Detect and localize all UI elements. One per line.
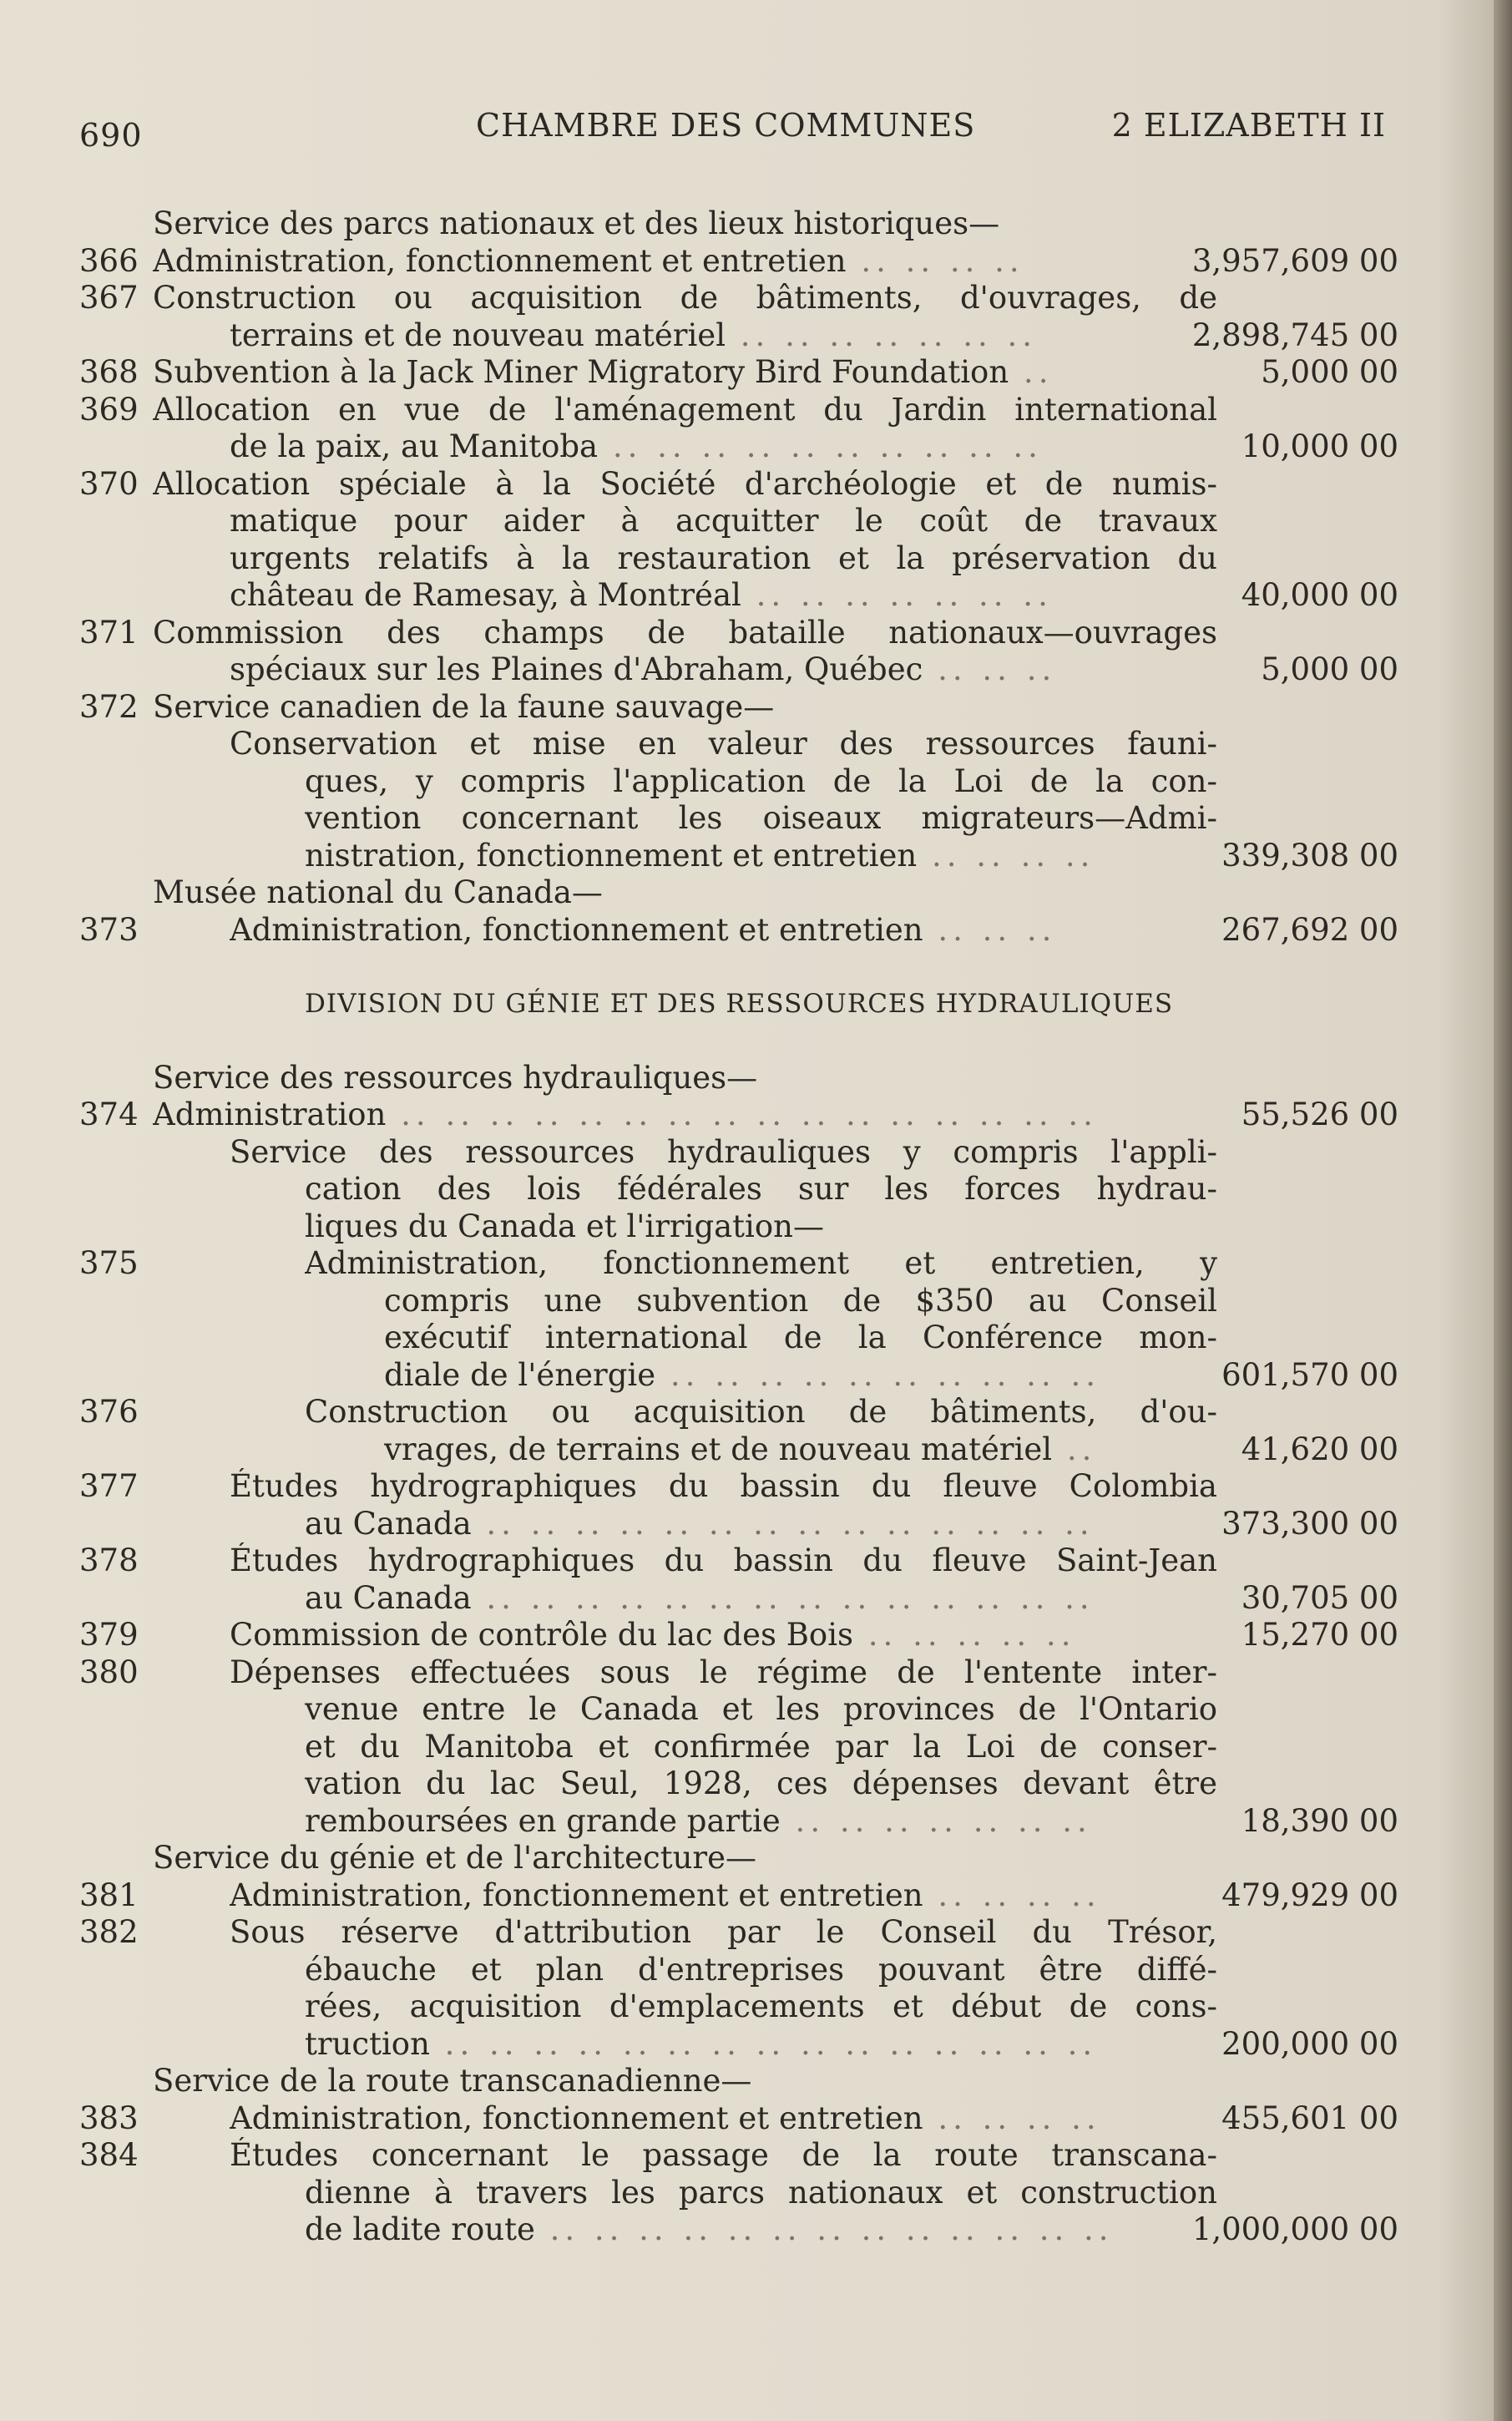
page-edge-shadow xyxy=(1494,0,1512,2421)
item-text: cation des lois fédérales sur les forces hydrau- xyxy=(305,1171,1217,1207)
item-text: Service des ressources hydrauliques— xyxy=(153,1059,758,1096)
item-description xyxy=(230,540,1217,578)
item-description xyxy=(230,428,1217,466)
vote-number: 373 xyxy=(79,911,139,948)
estimate-line xyxy=(79,1208,1398,1246)
amount: 373,300 00 xyxy=(1221,1505,1398,1542)
item-description xyxy=(230,1914,1217,1952)
dot-leader: .. xyxy=(1009,354,1054,390)
amount: 18,390 00 xyxy=(1241,1802,1398,1839)
estimate-line xyxy=(79,1914,1398,1952)
estimate-line xyxy=(79,280,1398,317)
dot-leader: .. .. .. .. .. .. .. .. .. .. .. .. .. .. .. .. xyxy=(386,1097,1098,1132)
item-text: Dépenses effectuées sous le régime de l'entente inter- xyxy=(230,1654,1217,1690)
item-description xyxy=(230,1468,1217,1506)
estimate-line xyxy=(79,1506,1398,1543)
item-text: et du Manitoba et confirmée par la Loi de conser- xyxy=(305,1728,1217,1765)
estimate-line xyxy=(79,874,1398,912)
item-text: urgents relatifs à la restauration et la préservation du xyxy=(230,539,1217,576)
item-description xyxy=(230,651,1217,689)
section-heading xyxy=(79,985,1398,1023)
vote-number: 370 xyxy=(79,465,139,502)
vote-number: 372 xyxy=(79,688,139,725)
estimate-line xyxy=(79,428,1398,466)
page-number: 690 xyxy=(79,117,143,154)
estimate-line xyxy=(79,317,1398,355)
item-text: Construction ou acquisition de bâtiments, d'ou- xyxy=(305,1394,1217,1430)
item-text: Allocation en vue de l'aménagement du Jardin international xyxy=(153,391,1217,428)
estimate-line xyxy=(79,354,1398,392)
item-description xyxy=(305,800,1217,838)
running-title: CHAMBRE DES COMMUNES xyxy=(476,107,976,144)
item-description xyxy=(230,317,1217,355)
vote-number: 366 xyxy=(79,242,139,279)
item-text: Construction ou acquisition de bâtiments, d'ouvrages, de xyxy=(153,280,1217,316)
spacer xyxy=(79,949,1398,985)
estimate-line xyxy=(79,392,1398,429)
item-text: Conservation et mise en valeur des ressources fauni- xyxy=(230,726,1217,762)
item-text: Service des parcs nationaux et des lieux historiques— xyxy=(153,205,1000,241)
item-description xyxy=(384,1357,1217,1395)
item-text: Commission de contrôle du lac des Bois xyxy=(230,1617,854,1653)
vote-number: 374 xyxy=(79,1097,139,1132)
item-description xyxy=(153,2063,1217,2100)
vote-number: 369 xyxy=(79,391,139,428)
estimate-line xyxy=(79,2137,1398,2175)
vote-number: 375 xyxy=(79,1245,139,1281)
item-description xyxy=(384,1319,1217,1357)
vote-number: 367 xyxy=(79,280,139,316)
item-description xyxy=(230,912,1217,950)
estimate-line xyxy=(79,243,1398,281)
item-description xyxy=(305,1580,1217,1618)
item-description xyxy=(305,1245,1217,1283)
dot-leader: .. .. .. .. .. .. .. .. .. .. .. .. .. xyxy=(534,2211,1114,2247)
dot-leader: .. .. .. .. .. .. .. .. .. .. .. .. .. .. .. xyxy=(429,2025,1098,2062)
item-description xyxy=(230,503,1217,540)
amount: 40,000 00 xyxy=(1241,577,1398,613)
vote-number: 368 xyxy=(79,354,139,390)
item-text: Administration, fonctionnement et entretien xyxy=(230,1877,923,1913)
vote-number: 371 xyxy=(79,614,139,651)
dot-leader: .. .. .. .. .. .. .. .. .. .. .. .. .. .. xyxy=(471,1579,1095,1616)
item-description xyxy=(305,1208,1217,1246)
item-description xyxy=(305,838,1217,875)
item-text: rées, acquisition d'emplacements et début de cons- xyxy=(305,1988,1217,2024)
estimates-list xyxy=(79,205,1398,2249)
estimate-line xyxy=(79,2100,1398,2138)
item-text: spéciaux sur les Plaines d'Abraham, Québec xyxy=(230,651,923,687)
item-description xyxy=(384,1431,1217,1469)
item-description xyxy=(230,2100,1217,2138)
item-description xyxy=(153,466,1217,504)
amount: 2,898,745 00 xyxy=(1191,317,1398,353)
estimate-line xyxy=(79,2175,1398,2212)
item-description xyxy=(230,2137,1217,2175)
dot-leader: .. .. .. .. .. .. .. .. .. .. .. .. .. .. xyxy=(471,1505,1095,1542)
estimate-line xyxy=(79,1357,1398,1395)
item-description xyxy=(230,1134,1217,1172)
item-text: vation du lac Seul, 1928, ces dépenses devant être xyxy=(305,1765,1217,1801)
dot-leader: .. xyxy=(1052,1431,1097,1467)
amount: 5,000 00 xyxy=(1261,651,1398,687)
item-text: Administration, fonctionnement et entretien, y xyxy=(305,1245,1217,1281)
estimate-line xyxy=(79,577,1398,615)
estimate-line xyxy=(79,1245,1398,1283)
estimate-line xyxy=(79,2063,1398,2100)
estimate-line xyxy=(79,1765,1398,1803)
item-description xyxy=(153,1840,1217,1877)
vote-number: 378 xyxy=(79,1542,139,1578)
estimate-line xyxy=(79,1431,1398,1469)
item-description xyxy=(305,1988,1217,2026)
item-text: Administration, fonctionnement et entretien xyxy=(230,2099,923,2136)
estimate-line xyxy=(79,763,1398,801)
item-text: Service du génie et de l'architecture— xyxy=(153,1840,756,1876)
amount: 200,000 00 xyxy=(1221,2025,1398,2062)
item-description xyxy=(305,1952,1217,1989)
item-description xyxy=(305,763,1217,801)
page-header xyxy=(79,107,1386,154)
item-text: matique pour aider à acquitter le coût de travaux xyxy=(230,503,1217,539)
item-description xyxy=(153,1060,1217,1097)
amount: 10,000 00 xyxy=(1241,428,1398,464)
item-text: vention concernant les oiseaux migrateurs—Admi- xyxy=(305,800,1217,836)
estimate-line xyxy=(79,1468,1398,1506)
item-description xyxy=(153,615,1217,652)
item-text: liques du Canada et l'irrigation— xyxy=(305,1208,824,1244)
item-text: Administration, fonctionnement et entretien xyxy=(153,242,847,279)
amount: 41,620 00 xyxy=(1241,1431,1398,1467)
estimate-line xyxy=(79,651,1398,689)
item-description xyxy=(153,392,1217,429)
dot-leader: .. .. .. xyxy=(923,651,1057,687)
estimate-line xyxy=(79,1877,1398,1915)
amount: 55,526 00 xyxy=(1241,1097,1398,1132)
estimate-line xyxy=(79,1060,1398,1097)
amount: 30,705 00 xyxy=(1241,1579,1398,1616)
amount: 339,308 00 xyxy=(1221,837,1398,874)
estimate-line xyxy=(79,726,1398,763)
item-description xyxy=(305,1506,1217,1543)
estimate-line xyxy=(79,1840,1398,1877)
estimate-line xyxy=(79,689,1398,727)
estimate-line xyxy=(79,1654,1398,1692)
item-description xyxy=(230,577,1217,615)
estimate-line xyxy=(79,1617,1398,1654)
estimate-line xyxy=(79,1134,1398,1172)
item-text: Études concernant le passage de la route transcana- xyxy=(230,2137,1217,2173)
amount: 601,570 00 xyxy=(1221,1356,1398,1393)
item-text: au Canada xyxy=(305,1505,472,1542)
amount: 267,692 00 xyxy=(1221,911,1398,948)
item-description xyxy=(153,280,1217,317)
section-heading-text: DIVISION DU GÉNIE ET DES RESSOURCES HYDRAULIQUES xyxy=(305,989,1174,1019)
estimate-line xyxy=(79,2211,1398,2249)
dot-leader: .. .. .. .. .. xyxy=(853,1617,1076,1653)
estimate-line xyxy=(79,205,1398,243)
item-text: Service canadien de la faune sauvage— xyxy=(153,688,775,725)
estimate-line xyxy=(79,540,1398,578)
item-description xyxy=(305,2175,1217,2212)
estimate-line xyxy=(79,838,1398,875)
item-description xyxy=(153,243,1217,281)
estimate-line xyxy=(79,466,1398,504)
dot-leader: .. .. .. .. xyxy=(923,2099,1101,2136)
estimate-line xyxy=(79,1394,1398,1431)
session-reign: 2 ELIZABETH II xyxy=(1111,107,1386,144)
vote-number: 377 xyxy=(79,1468,139,1504)
dot-leader: .. .. .. xyxy=(923,911,1057,948)
amount: 479,929 00 xyxy=(1221,1877,1398,1913)
dot-leader: .. .. .. .. xyxy=(846,242,1024,279)
item-text: Service des ressources hydrauliques y compris l'appli- xyxy=(230,1133,1217,1170)
item-description xyxy=(153,689,1217,727)
dot-leader: .. .. .. .. .. .. .. xyxy=(780,1802,1092,1839)
item-description xyxy=(153,1097,1217,1134)
item-text: Administration, fonctionnement et entretien xyxy=(230,911,923,948)
estimate-line xyxy=(79,1988,1398,2026)
item-text: Allocation spéciale à la Société d'archéologie et de numis- xyxy=(153,465,1217,502)
item-description xyxy=(230,1654,1217,1692)
item-description xyxy=(230,726,1217,763)
item-text: de la paix, au Manitoba xyxy=(230,428,599,464)
estimate-line xyxy=(79,1729,1398,1766)
item-text: truction xyxy=(305,2025,430,2062)
item-description xyxy=(305,1691,1217,1729)
item-description xyxy=(153,205,1217,243)
spacer xyxy=(79,1023,1398,1060)
estimate-line xyxy=(79,800,1398,838)
estimate-line xyxy=(79,615,1398,652)
estimate-line xyxy=(79,1952,1398,1989)
dot-leader: .. .. .. .. .. .. .. xyxy=(726,317,1038,353)
estimate-line xyxy=(79,1319,1398,1357)
vote-number: 380 xyxy=(79,1654,139,1690)
item-text: compris une subvention de $350 au Conseil xyxy=(384,1282,1217,1319)
dot-leader: .. .. .. .. .. .. .. .. .. .. xyxy=(655,1356,1100,1393)
estimate-line xyxy=(79,1691,1398,1729)
estimate-line xyxy=(79,912,1398,950)
vote-number: 379 xyxy=(79,1617,139,1653)
item-text: de ladite route xyxy=(305,2211,535,2247)
estimate-line xyxy=(79,503,1398,540)
estimate-line xyxy=(79,1171,1398,1208)
amount: 1,000,000 00 xyxy=(1191,2211,1398,2247)
item-text: Musée national du Canada— xyxy=(153,874,603,910)
item-text: au Canada xyxy=(305,1579,472,1616)
item-text: Administration xyxy=(153,1097,387,1132)
item-description xyxy=(305,1765,1217,1803)
item-text: vrages, de terrains et de nouveau matériel xyxy=(384,1431,1053,1467)
dot-leader: .. .. .. .. xyxy=(923,1877,1101,1913)
item-description xyxy=(305,2026,1217,2064)
vote-number: 384 xyxy=(79,2137,139,2173)
amount: 15,270 00 xyxy=(1241,1617,1398,1653)
item-text: ébauche et plan d'entreprises pouvant être diffé- xyxy=(305,1951,1217,1988)
item-text: château de Ramesay, à Montréal xyxy=(230,577,741,613)
item-description xyxy=(230,1877,1217,1915)
item-description xyxy=(153,354,1217,392)
dot-leader: .. .. .. .. xyxy=(917,837,1095,874)
estimate-line xyxy=(79,1283,1398,1320)
item-text: diale de l'énergie xyxy=(384,1356,656,1393)
item-description xyxy=(305,1803,1217,1841)
dot-leader: .. .. .. .. .. .. .. xyxy=(741,577,1053,613)
item-text: remboursées en grande partie xyxy=(305,1802,781,1839)
item-description xyxy=(230,1617,1217,1654)
item-description xyxy=(305,1171,1217,1208)
amount: 3,957,609 00 xyxy=(1191,242,1398,279)
dot-leader: .. .. .. .. .. .. .. .. .. .. xyxy=(598,428,1043,464)
item-text: dienne à travers les parcs nationaux et construction xyxy=(305,2174,1217,2211)
estimate-line xyxy=(79,2026,1398,2064)
item-description xyxy=(384,1283,1217,1320)
item-text: Études hydrographiques du bassin du fleuve Saint-Jean xyxy=(230,1542,1217,1578)
estimate-line xyxy=(79,1803,1398,1841)
vote-number: 382 xyxy=(79,1914,139,1950)
item-text: Sous réserve d'attribution par le Conseil du Trésor, xyxy=(230,1914,1217,1950)
item-text: Études hydrographiques du bassin du fleuve Colombia xyxy=(230,1468,1217,1504)
vote-number: 383 xyxy=(79,2099,139,2136)
amount: 455,601 00 xyxy=(1221,2099,1398,2136)
estimate-line xyxy=(79,1542,1398,1580)
vote-number: 381 xyxy=(79,1877,139,1913)
amount: 5,000 00 xyxy=(1261,354,1398,390)
item-text: Subvention à la Jack Miner Migratory Bird Foundation xyxy=(153,354,1009,390)
item-text: nistration, fonctionnement et entretien xyxy=(305,837,918,874)
item-text: ques, y compris l'application de la Loi de la con- xyxy=(305,762,1217,799)
item-text: terrains et de nouveau matériel xyxy=(230,317,726,353)
vote-number: 376 xyxy=(79,1394,139,1430)
item-description xyxy=(305,1394,1217,1431)
item-text: exécutif international de la Conférence mon- xyxy=(384,1319,1217,1355)
estimate-line xyxy=(79,1580,1398,1618)
item-description xyxy=(305,2211,1217,2249)
item-text: Commission des champs de bataille nationaux—ouvrages xyxy=(153,614,1217,651)
item-description xyxy=(230,1542,1217,1580)
item-text: Service de la route transcanadienne— xyxy=(153,2063,752,2099)
item-description xyxy=(153,874,1217,912)
item-text: venue entre le Canada et les provinces de l'Ontario xyxy=(305,1691,1217,1727)
item-description xyxy=(305,1729,1217,1766)
estimate-line xyxy=(79,1097,1398,1134)
